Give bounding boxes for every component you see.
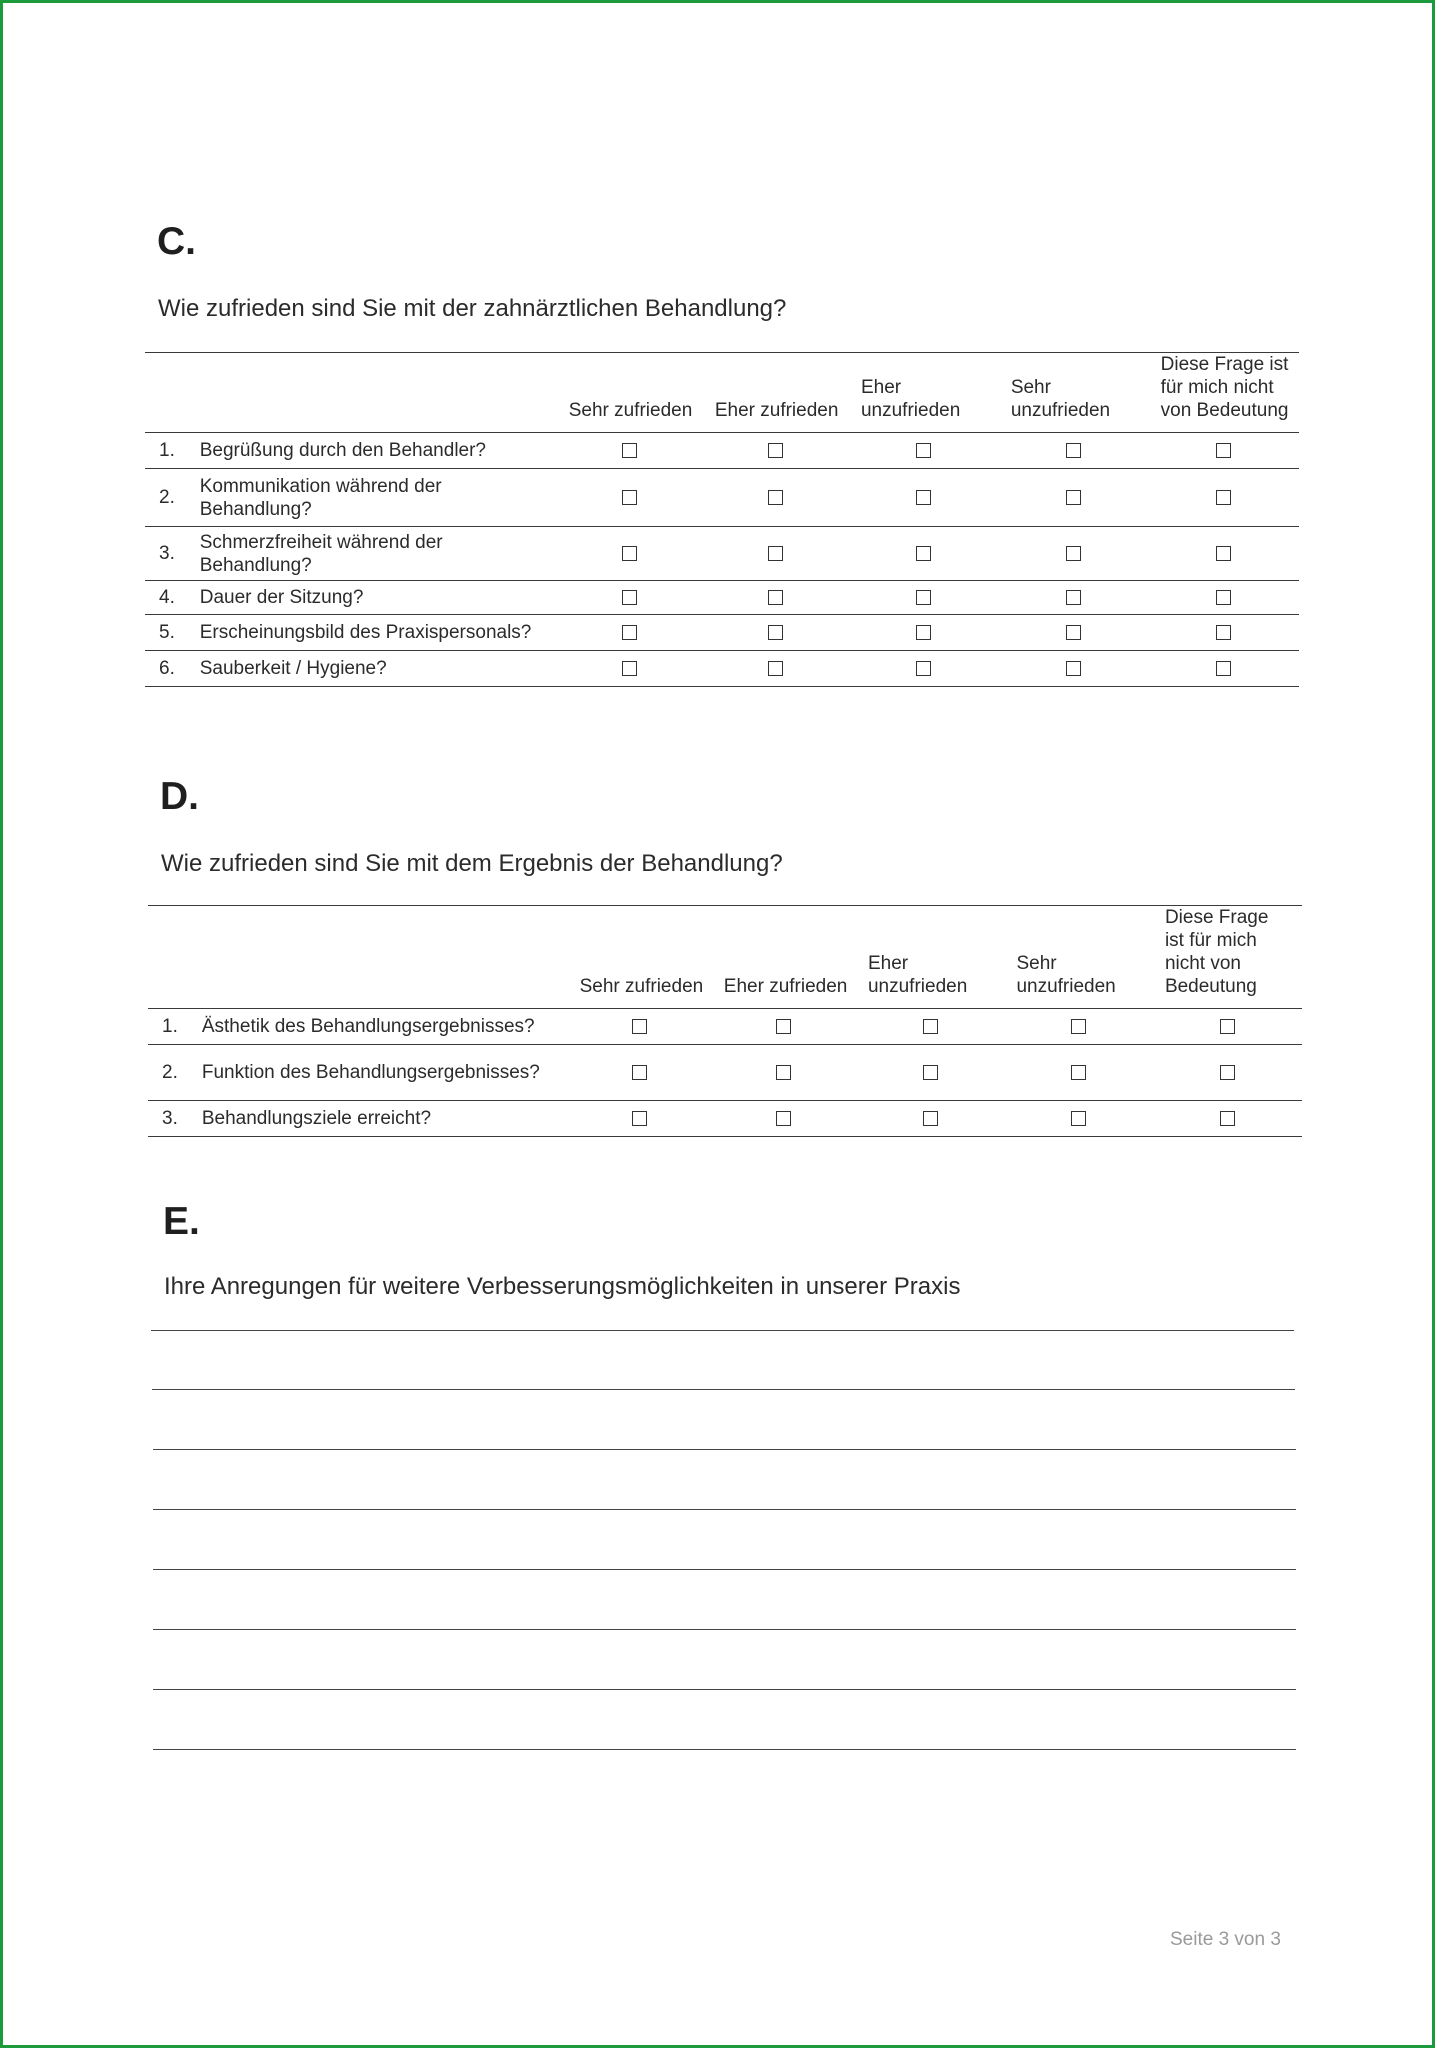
- checkbox[interactable]: [923, 1019, 938, 1034]
- checkbox[interactable]: [622, 590, 637, 605]
- checkbox[interactable]: [1071, 1019, 1086, 1034]
- table-header-row: [148, 906, 1302, 1009]
- row-question: Erscheinungsbild des Praxispersonals?: [199, 622, 532, 643]
- checkbox[interactable]: [632, 1065, 647, 1080]
- table-header-row: [145, 353, 1299, 433]
- checkbox[interactable]: [1066, 546, 1081, 561]
- row-question: Behandlungsziele erreicht?: [201, 1108, 432, 1129]
- checkbox[interactable]: [776, 1019, 791, 1034]
- column-header: Diese Frage ist für mich nicht von Bedeutung: [1164, 907, 1269, 997]
- suggestion-line[interactable]: [153, 1629, 1296, 1630]
- table-row: [145, 527, 1299, 581]
- table-row: [148, 1009, 1302, 1045]
- row-number: 1.: [159, 440, 175, 461]
- checkbox[interactable]: [1220, 1111, 1235, 1126]
- checkbox[interactable]: [1066, 661, 1081, 676]
- checkbox[interactable]: [1066, 490, 1081, 505]
- checkbox[interactable]: [916, 443, 931, 458]
- checkbox[interactable]: [776, 1065, 791, 1080]
- checkbox[interactable]: [1216, 625, 1231, 640]
- section-d-table: [148, 905, 1302, 1137]
- row-question: Funktion des Behandlungsergebnisses?: [201, 1062, 540, 1083]
- section-e-letter: E.: [163, 1200, 200, 1243]
- column-header: Eher zufrieden: [714, 400, 839, 421]
- table-row: [148, 1101, 1302, 1137]
- checkbox[interactable]: [632, 1019, 647, 1034]
- suggestion-line[interactable]: [153, 1449, 1296, 1450]
- checkbox[interactable]: [1220, 1065, 1235, 1080]
- section-e-prompt: Ihre Anregungen für weitere Verbesserungsmöglichkeiten in unserer Praxis: [164, 1273, 961, 1300]
- checkbox[interactable]: [632, 1111, 647, 1126]
- checkbox[interactable]: [622, 490, 637, 505]
- suggestion-line[interactable]: [153, 1749, 1296, 1750]
- row-number: 3.: [159, 543, 175, 564]
- checkbox[interactable]: [768, 490, 783, 505]
- column-header: Diese Frage ist für mich nicht von Bedeutung: [1160, 354, 1289, 421]
- column-header: Sehr unzufrieden: [1010, 377, 1111, 421]
- suggestion-line[interactable]: [153, 1569, 1296, 1570]
- checkbox[interactable]: [1220, 1019, 1235, 1034]
- page-number: Seite 3 von 3: [1170, 1929, 1281, 1950]
- column-header: Eher unzufrieden: [867, 953, 968, 997]
- checkbox[interactable]: [1216, 546, 1231, 561]
- row-number: 5.: [159, 622, 175, 643]
- table-row: [145, 469, 1299, 527]
- table-row: [145, 581, 1299, 615]
- row-number: 2.: [162, 1062, 178, 1083]
- row-number: 3.: [162, 1108, 178, 1129]
- checkbox[interactable]: [768, 546, 783, 561]
- checkbox[interactable]: [1066, 590, 1081, 605]
- row-question: Dauer der Sitzung?: [199, 587, 364, 608]
- checkbox[interactable]: [1066, 625, 1081, 640]
- row-question: Schmerzfreiheit während der Behandlung?: [199, 531, 443, 576]
- checkbox[interactable]: [916, 661, 931, 676]
- checkbox[interactable]: [923, 1111, 938, 1126]
- checkbox[interactable]: [1071, 1065, 1086, 1080]
- suggestion-line[interactable]: [153, 1509, 1296, 1510]
- checkbox[interactable]: [923, 1065, 938, 1080]
- row-number: 1.: [162, 1016, 178, 1037]
- row-number: 2.: [159, 487, 175, 508]
- table-row: [145, 433, 1299, 469]
- checkbox[interactable]: [1216, 590, 1231, 605]
- suggestion-line[interactable]: [153, 1689, 1296, 1690]
- checkbox[interactable]: [916, 546, 931, 561]
- column-header: Sehr zufrieden: [579, 976, 704, 997]
- row-question: Kommunikation während der Behandlung?: [199, 475, 442, 520]
- row-number: 4.: [159, 587, 175, 608]
- checkbox[interactable]: [776, 1111, 791, 1126]
- section-d-letter: D.: [160, 775, 199, 818]
- checkbox[interactable]: [768, 661, 783, 676]
- column-header: Sehr unzufrieden: [1016, 953, 1116, 997]
- checkbox[interactable]: [622, 661, 637, 676]
- checkbox[interactable]: [768, 590, 783, 605]
- column-header: Eher unzufrieden: [860, 377, 961, 421]
- checkbox[interactable]: [1216, 490, 1231, 505]
- checkbox[interactable]: [622, 625, 637, 640]
- section-d-question: Wie zufrieden sind Sie mit dem Ergebnis der Behandlung?: [161, 850, 783, 877]
- checkbox[interactable]: [622, 443, 637, 458]
- table-row: [145, 615, 1299, 651]
- checkbox[interactable]: [768, 443, 783, 458]
- checkbox[interactable]: [916, 490, 931, 505]
- section-c-table: [145, 352, 1299, 687]
- checkbox[interactable]: [1216, 661, 1231, 676]
- table-row: [148, 1045, 1302, 1101]
- checkbox[interactable]: [916, 590, 931, 605]
- suggestion-line[interactable]: [152, 1389, 1295, 1390]
- checkbox[interactable]: [622, 546, 637, 561]
- row-question: Begrüßung durch den Behandler?: [199, 440, 486, 461]
- checkbox[interactable]: [1071, 1111, 1086, 1126]
- row-question: Ästhetik des Behandlungsergebnisses?: [201, 1016, 535, 1037]
- checkbox[interactable]: [916, 625, 931, 640]
- row-question: Sauberkeit / Hygiene?: [199, 658, 387, 679]
- column-header: Eher zufrieden: [723, 976, 848, 997]
- section-c-question: Wie zufrieden sind Sie mit der zahnärztlichen Behandlung?: [158, 295, 787, 322]
- section-c-letter: C.: [157, 220, 196, 263]
- table-row: [145, 651, 1299, 687]
- suggestion-line[interactable]: [151, 1330, 1294, 1331]
- row-number: 6.: [159, 658, 175, 679]
- checkbox[interactable]: [768, 625, 783, 640]
- checkbox[interactable]: [1066, 443, 1081, 458]
- checkbox[interactable]: [1216, 443, 1231, 458]
- column-header: Sehr zufrieden: [568, 400, 693, 421]
